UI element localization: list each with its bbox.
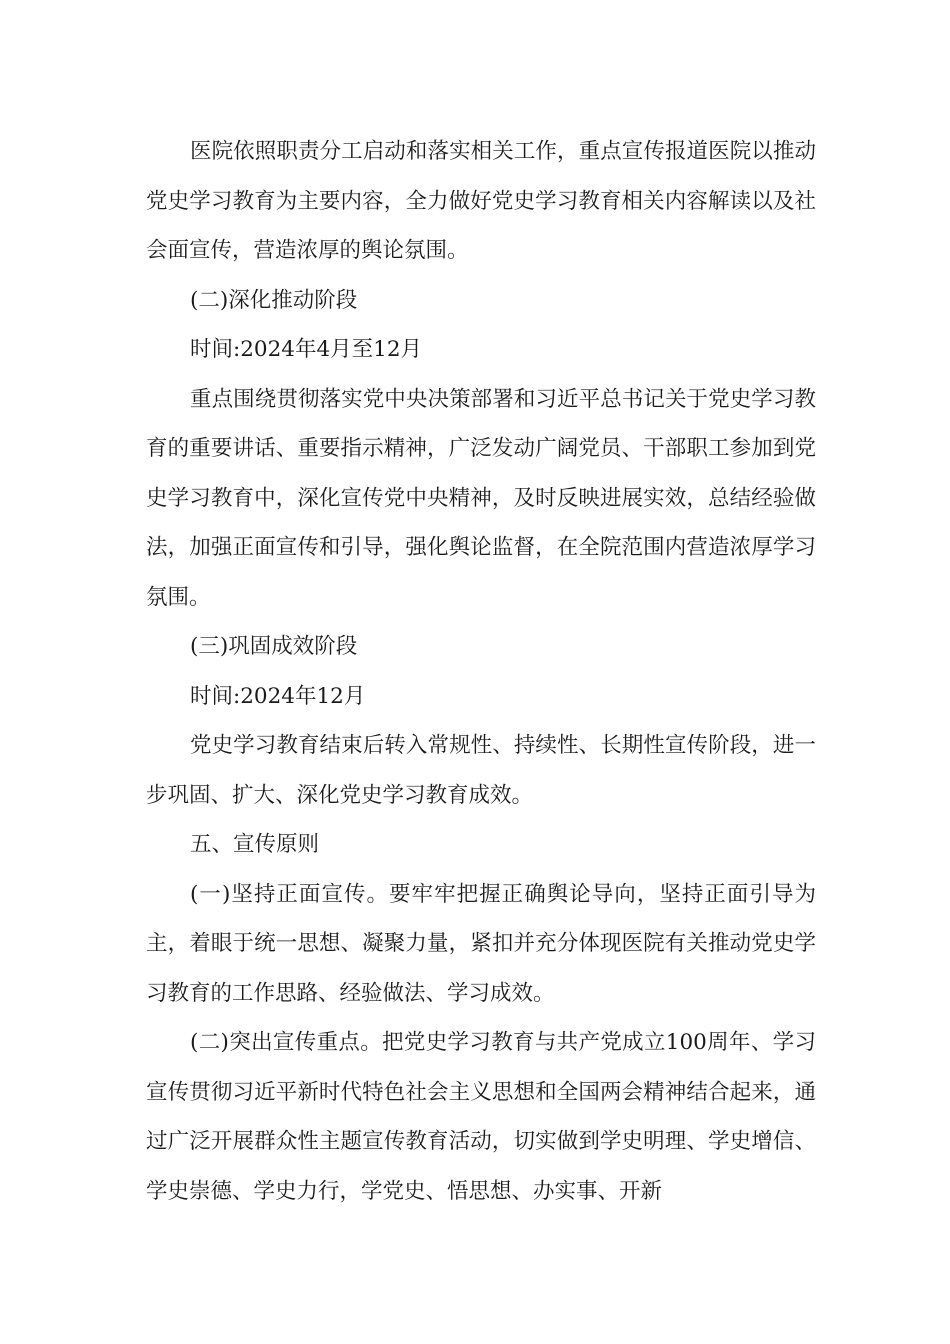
paragraph-positive-publicity: (一)坚持正面宣传。要牢牢把握正确舆论导向，坚持正面引导为主，着眼于统一思想、凝聚力量，紧扣并充分体现医院有关推动党史学习教育的工作思路、经验做法、学习成效。: [146, 881, 816, 1006]
paragraph-consolidation-content: 党史学习教育结束后转入常规性、持续性、长期性宣传阶段，进一步巩固、扩大、深化党史学习教育成效。: [146, 733, 816, 808]
paragraph-deepening-time: 时间:2024年4月至12月: [190, 337, 422, 362]
heading-deepening-stage: (二)深化推动阶段: [190, 287, 358, 313]
document-body: [146, 127, 816, 1216]
heading-consolidation-stage: (三)巩固成效阶段: [190, 634, 358, 659]
paragraph-work-launch: 医院依照职责分工启动和落实相关工作，重点宣传报道医院以推动党史学习教育为主要内容，全力做好党史学习教育相关内容解读以及社会面宣传，营造浓厚的舆论氛围。: [146, 139, 816, 263]
paragraph-consolidation-time: 时间:2024年12月: [190, 683, 366, 709]
heading-publicity-principles: 五、宣传原则: [190, 832, 320, 857]
paragraph-highlight-focus: (二)突出宣传重点。把党史学习教育与共产党成立100周年、学习宣传贯彻习近平新时代特色社会主义思想和全国两会精神结合起来，通过广泛开展群众性主题宣传教育活动，切实做到学史明理、学史增信、学史崇德、学史力行，学党史、悟思想、办实事、开新: [146, 1030, 816, 1204]
paragraph-deepening-content: 重点围绕贯彻落实党中央决策部署和习近平总书记关于党史学习教育的重要讲话、重要指示精神，广泛发动广阔党员、干部职工参加到党史学习教育中，深化宣传党中央精神，及时反映进展实效，总结经验做法，加强正面宣传和引导，强化舆论监督，在全院范围内营造浓厚学习氛围。: [146, 386, 816, 610]
